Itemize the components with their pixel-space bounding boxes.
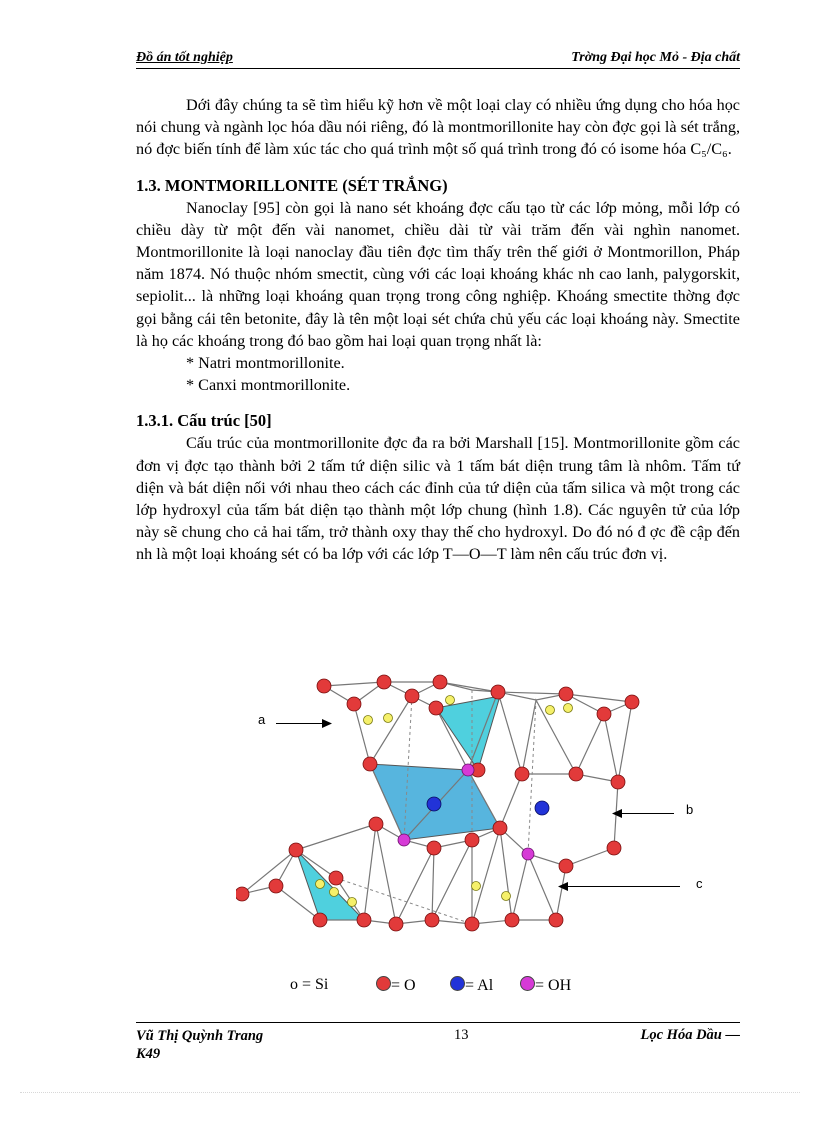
section-heading-1-3: 1.3. MONTMORILLONITE (SÉT TRẮNG) (136, 175, 448, 195)
label-a: a (258, 712, 266, 727)
section-heading-1-3-1: 1.3.1. Cấu trúc [50] (136, 411, 272, 431)
legend-o: = O (391, 977, 416, 994)
oxygen-atom (611, 775, 625, 789)
aluminum-atom (535, 801, 549, 815)
oxygen-atom (549, 913, 563, 927)
silicon-atom (384, 714, 393, 723)
footer-right: Lọc Hóa Dầu — (640, 1027, 740, 1043)
silicon-atom (564, 704, 573, 713)
oxygen-atom (377, 675, 391, 689)
legend-al: = Al (465, 977, 494, 994)
structure-diagram (236, 668, 716, 938)
oxygen-atom (363, 757, 377, 771)
silicon-atom (316, 880, 325, 889)
footer-author: Vũ Thị Quỳnh Trang (136, 1028, 264, 1044)
silicon-atom (364, 716, 373, 725)
figure-legend (290, 976, 610, 998)
oxygen-atom (329, 871, 343, 885)
oxygen-atom (465, 917, 479, 931)
aluminum-dot-icon (450, 976, 465, 991)
oxygen-atom (289, 843, 303, 857)
oxygen-atom (515, 767, 529, 781)
oxygen-atom (607, 841, 621, 855)
bullet-natri: * Natri montmorillonite. (186, 354, 345, 373)
arrow-c (566, 886, 680, 887)
montmorillonite-structure-figure (236, 668, 716, 938)
label-c: c (696, 876, 703, 891)
hydroxyl-dot-icon (520, 976, 535, 991)
footer-class: K49 (136, 1046, 161, 1062)
silicon-atom (330, 888, 339, 897)
oxygen-dot-icon (376, 976, 391, 991)
arrow-b-head (612, 809, 622, 818)
oxygen-atom (269, 879, 283, 893)
oxygen-atom (405, 689, 419, 703)
legend-si: o = Si (290, 976, 329, 993)
oxygen-atom (429, 701, 443, 715)
arrow-b (620, 813, 674, 814)
oxygen-atom (389, 917, 403, 931)
oxygen-atom (317, 679, 331, 693)
oxygen-atom (559, 859, 573, 873)
header-left: Đồ án tốt nghiệp (136, 50, 233, 65)
silicon-atom (348, 898, 357, 907)
oxygen-atom (625, 695, 639, 709)
silicon-atom (502, 892, 511, 901)
oxygen-atom (433, 675, 447, 689)
hydroxyl-atom (522, 848, 534, 860)
section-1-3-paragraph: Nanoclay [95] còn gọi là nano sét khoáng đợc cấu tạo từ các lớp mỏng, mỗi lớp có chiều dày từ một đến vài nanomet, chiều dài từ vài trăm đến vài nghìn nanomet. Montmorillonite là loại nanoclay đầu tiên đợc tìm thấy trên thế giới ở Montmorillon, Pháp năm 1874. Nó thuộc nhóm smectit, cùng với các loại khoáng khác nh cao lanh, palygorskit, sepiolit... là những loại khoáng quan trọng trong công nghiệp. Khoáng smectite thờng đợc gọi bằng cái tên betonite, đây là tên một loại sét chứa chủ yếu các loại khoáng này. Smectite là họ các khoáng trong đó bao gồm hai loại quan trọng nhất là: (136, 198, 740, 350)
silicon-atom (546, 706, 555, 715)
hydroxyl-atom (398, 834, 410, 846)
oxygen-atom (369, 817, 383, 831)
oxygen-atom (493, 821, 507, 835)
oxygen-atom (597, 707, 611, 721)
header-right: Trờng Đại học Mỏ - Địa chất (571, 50, 740, 65)
page-header (136, 50, 740, 69)
arrow-a (276, 723, 326, 724)
silicon-atom (446, 696, 455, 705)
oxygen-atom (559, 687, 573, 701)
section-1-3-1-paragraph: Cấu trúc của montmorillonite đợc đa ra bởi Marshall [15]. Montmorillonite gồm các đơn vị đợc tạo thành bởi 2 tấm tứ diện silic và 1 tấm bát diện trung tâm là nhôm. Tấm tứ diện và bát diện nối với nhau theo cách các đỉnh của tứ diện của tấm silica và một trong các lớp hydroxyl của tấm bát diện tạo thành một lớp chung (hình 1.8). Các nguyên tử của lớp này sẽ chung cho cả hai tấm, trở thành oxy thay thế cho hydroxyl. Do đó nó đ ợc đề cập đến nh là một loại khoáng sét có ba lớp với các lớp T—O—T làm nên cấu trúc đơn vị. (136, 434, 740, 564)
legend-oh: = OH (535, 977, 572, 994)
arrow-c-head (558, 882, 568, 891)
legend-al-item (450, 976, 493, 995)
oxygen-atom (313, 913, 327, 927)
oxygen-atom (569, 767, 583, 781)
intro-paragraph: Dới đây chúng ta sẽ tìm hiểu kỹ hơn về một loại clay có nhiều ứng dụng cho hóa học nói chung và ngành lọc hóa dầu nói riêng, đó là montmorillonite hay còn đợc gọi là sét trắng, nó đợc biến tính để làm xúc tác cho quá trình một số quá trình trong đó có isome hóa C₅/C₆. (136, 96, 740, 159)
oxygen-atom (505, 913, 519, 927)
oxygen-atom (465, 833, 479, 847)
page-footer (136, 1022, 740, 1062)
page-number: 13 (454, 1027, 469, 1043)
tetrahedron-top (436, 696, 500, 770)
oxygen-atom (357, 913, 371, 927)
oxygen-atom (236, 887, 249, 901)
arrow-a-head (322, 719, 332, 728)
oxygen-atom (425, 913, 439, 927)
label-b: b (686, 802, 694, 817)
legend-oh-item (520, 976, 571, 995)
bullet-canxi: * Canxi montmorillonite. (186, 376, 351, 395)
oxygen-atom (491, 685, 505, 699)
oxygen-atom (427, 841, 441, 855)
bottom-dotted-rule (20, 1092, 800, 1094)
document-body (136, 94, 740, 566)
footer-author-block (136, 1027, 263, 1063)
oxygen-atom (347, 697, 361, 711)
hydroxyl-atom (462, 764, 474, 776)
aluminum-atom (427, 797, 441, 811)
legend-o-item (376, 976, 416, 995)
silicon-atom (472, 882, 481, 891)
